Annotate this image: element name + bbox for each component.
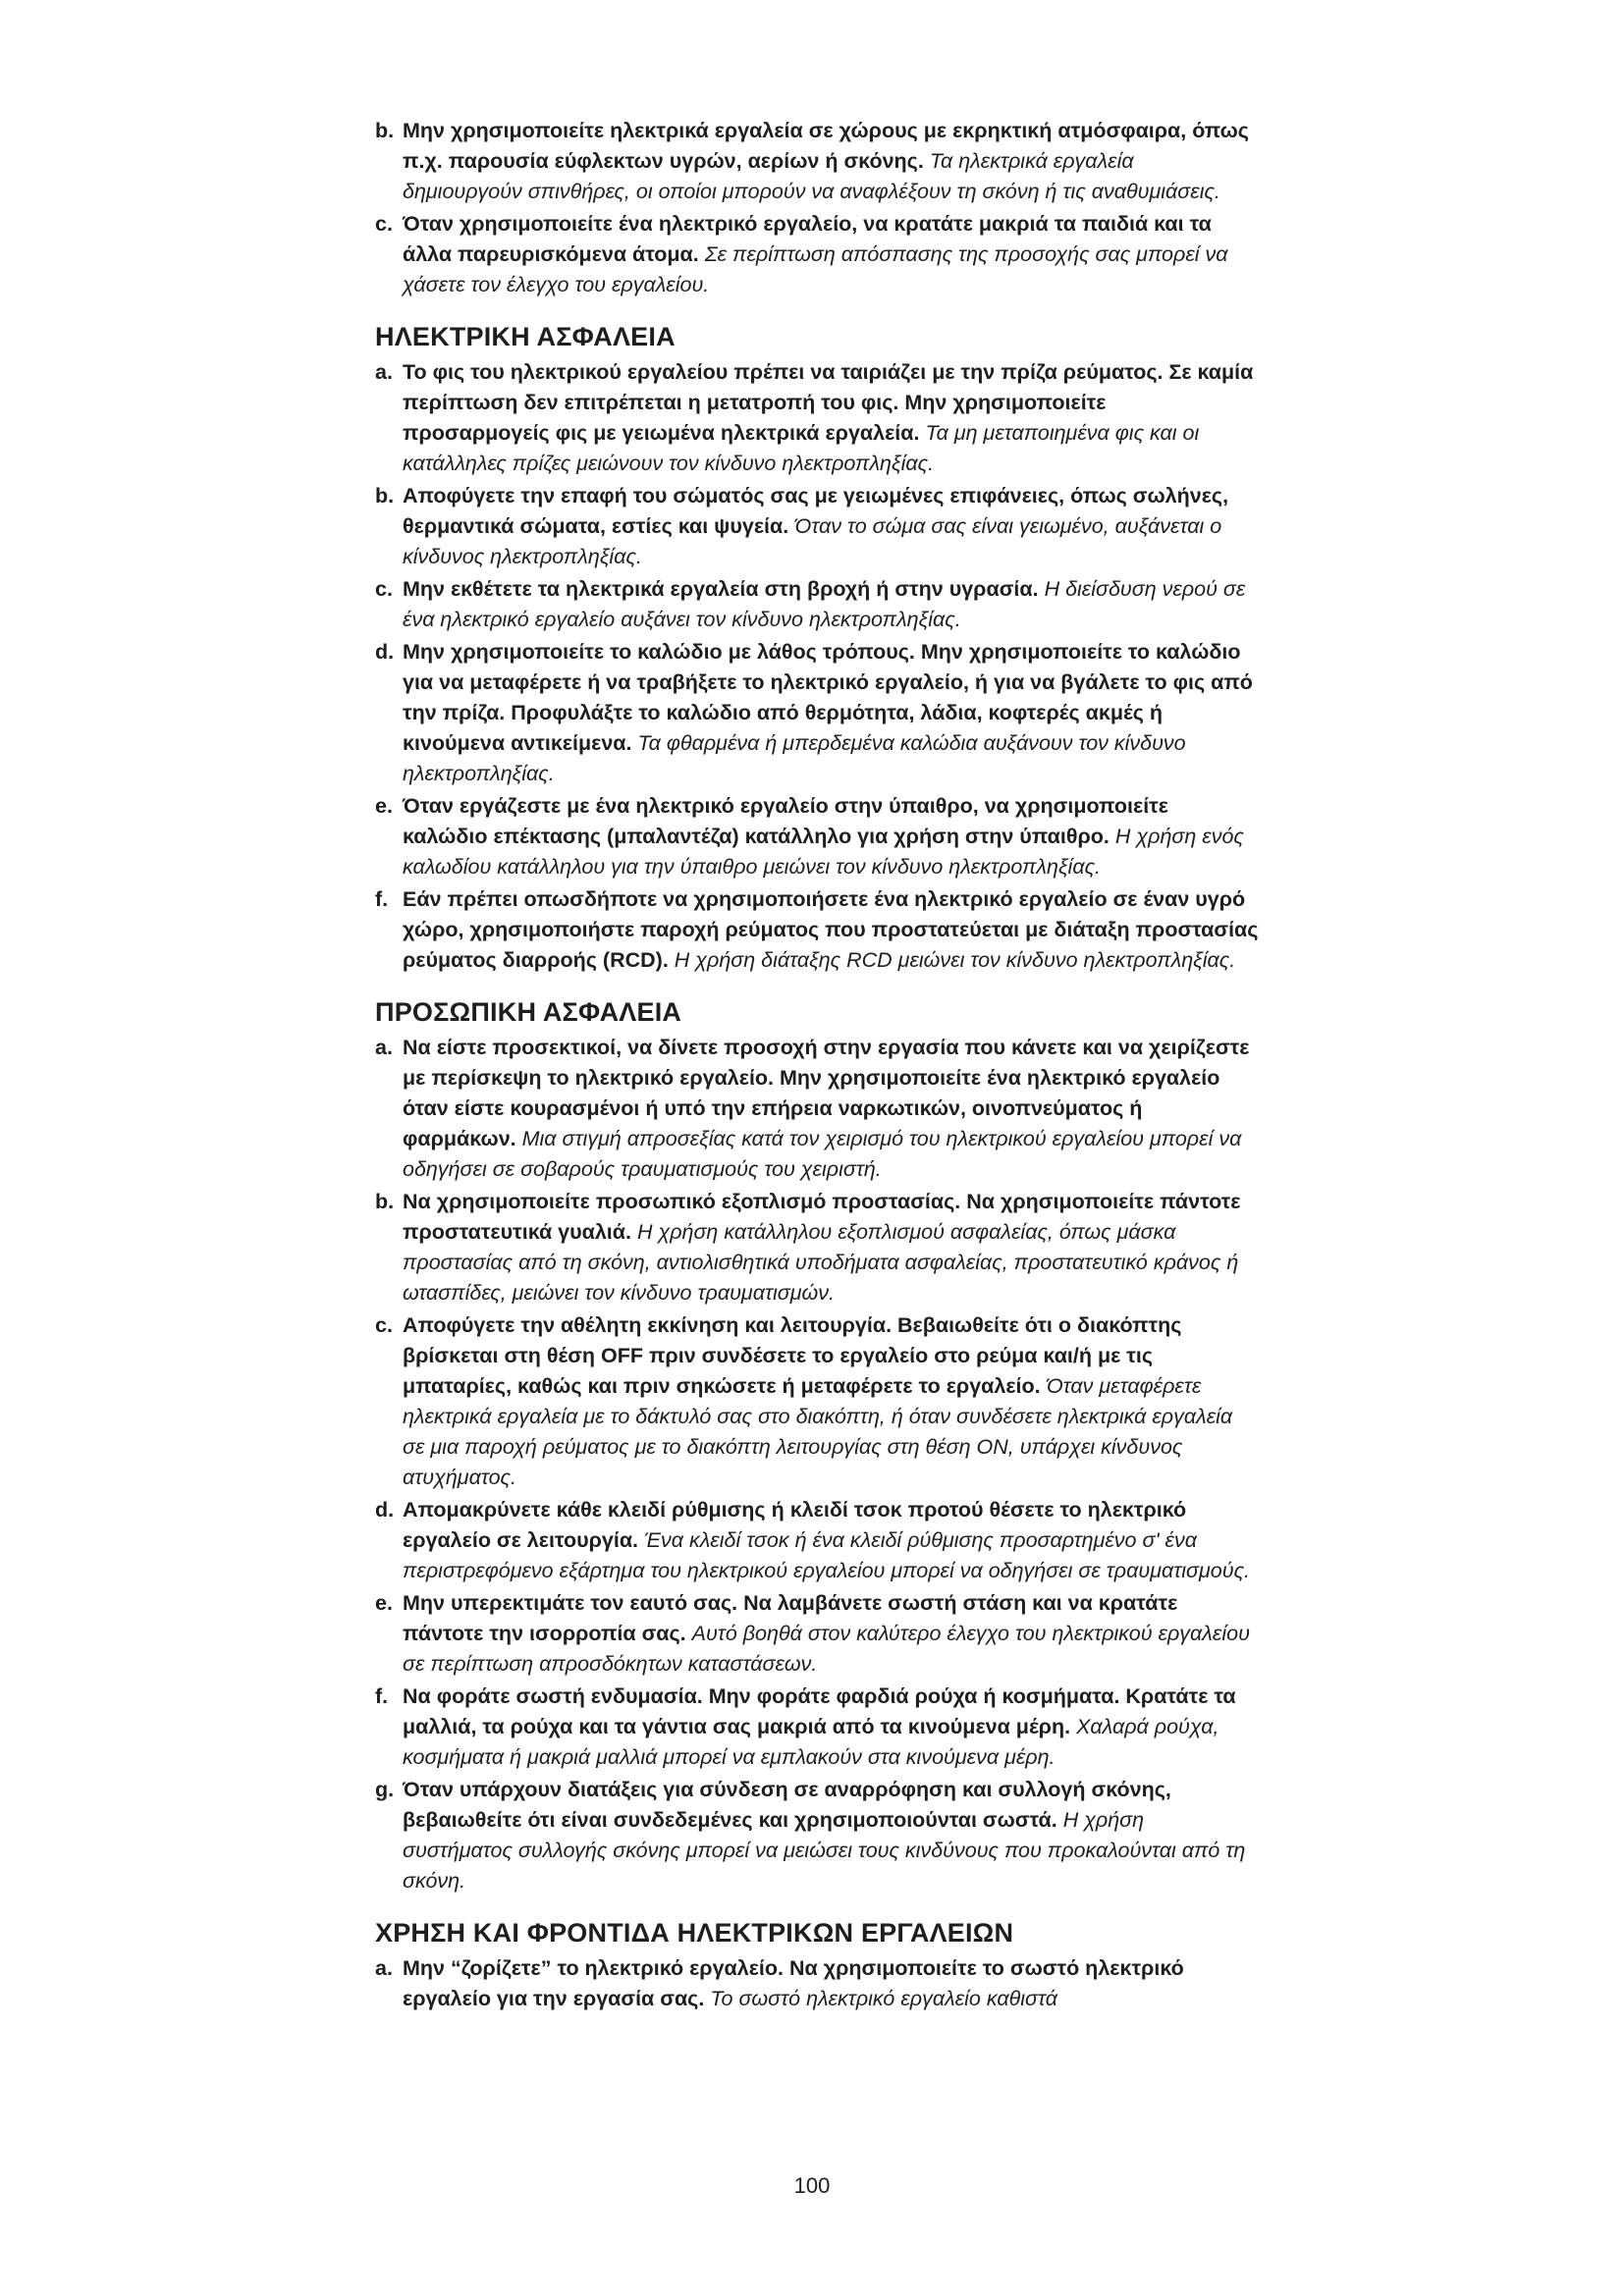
list-item	[375, 1588, 1259, 1680]
item-body	[403, 794, 1244, 879]
item-explanation: Η χρήση ενός καλωδίου κατάλληλου για την ύπαιθρο μειώνει τον κίνδυνο ηλεκτροπληξίας.	[403, 825, 1244, 879]
item-letter: a.	[375, 1956, 393, 1980]
item-instruction: Μην υπερεκτιμάτε τον εαυτό σας. Να λαμβάνετε σωστή στάση και να κρατάτε πάντοτε την ισορροπία σας.	[403, 1591, 1178, 1645]
usage-list	[375, 1953, 1259, 2014]
item-explanation: Σε περίπτωση απόσπασης της προσοχής σας μπορεί να χάσετε τον έλεγχο του εργαλείου.	[403, 242, 1228, 296]
list-item	[375, 1310, 1259, 1493]
item-body	[403, 1778, 1245, 1893]
item-explanation: Μια στιγμή απροσεξίας κατά τον χειρισμό του ηλεκτρικού εργαλείου μπορεί να οδηγήσει σε σοβαρούς τραυματισμούς του χειριστή.	[403, 1127, 1242, 1181]
item-body	[403, 577, 1245, 631]
list-item	[375, 637, 1259, 789]
item-explanation: Η διείσδυση νερού σε ένα ηλεκτρικό εργαλείο αυξάνει τον κίνδυνο ηλεκτροπληξίας.	[403, 577, 1246, 631]
item-instruction: Αποφύγετε την επαφή του σώματός σας με γειωμένες επιφάνειες, όπως σωλήνες, θερμαντικά σώματα, εστίες και ψυγεία.	[403, 484, 1229, 538]
list-item	[375, 1187, 1259, 1308]
list-item	[375, 574, 1259, 635]
item-body	[403, 1190, 1240, 1305]
list-item	[375, 209, 1259, 300]
item-explanation: Τα ηλεκτρικά εργαλεία δημιουργούν σπινθήρες, οι οποίοι μπορούν να αναφλέξουν τη σκόνη ή τις αναθυμιάσεις.	[403, 149, 1220, 203]
item-instruction: Απομακρύνετε κάθε κλειδί ρύθμισης ή κλειδί τσοκ προτού θέσετε το ηλεκτρικό εργαλείο σε λειτουργία.	[403, 1498, 1187, 1552]
list-item	[375, 1682, 1259, 1773]
item-explanation: Ένα κλειδί τσοκ ή ένα κλειδί ρύθμισης προσαρτημένο σ' ένα περιστρεφόμενο εξάρτημα του ηλεκτρικού εργαλείου μπορεί να οδηγήσει σε τραυματισμούς.	[403, 1528, 1251, 1582]
item-letter: f.	[375, 887, 389, 911]
item-instruction: Να είστε προσεκτικοί, να δίνετε προσοχή στην εργασία που κάνετε και να χειρίζεστε με περίσκεψη το ηλεκτρικό εργαλείο. Μην χρησιμοποιείτε ένα ηλεκτρικό εργαλείο όταν είστε κουρασμένοι ή υπό την επήρεια ναρκωτικών, οινοπνεύματος ή φαρμάκων.	[403, 1036, 1250, 1150]
item-letter: b.	[375, 484, 395, 507]
section-title: ΠΡΟΣΩΠΙΚΗ ΑΣΦΑΛΕΙΑ	[375, 997, 682, 1027]
list-item	[375, 357, 1259, 479]
item-body	[403, 887, 1258, 972]
item-instruction: Μην χρησιμοποιείτε το καλώδιο με λάθος τρόπους. Μην χρησιμοποιείτε το καλώδιο για να μεταφέρετε ή να τραβήξετε το ηλεκτρικό εργαλείο, ή για να βγάλετε το φις από την πρίζα. Προφυλάξτε το καλώδιο από θερμότητα, λάδια, κοφτερές ακμές ή κινούμενα αντικείμενα.	[403, 640, 1253, 755]
item-letter: d.	[375, 640, 395, 664]
item-letter: b.	[375, 119, 395, 142]
personal-list	[375, 1033, 1259, 1896]
list-item	[375, 791, 1259, 882]
list-item	[375, 1033, 1259, 1185]
item-explanation: Το σωστό ηλεκτρικό εργαλείο καθιστά	[710, 1987, 1058, 2010]
item-explanation: Όταν μεταφέρετε ηλεκτρικά εργαλεία με το δάκτυλό σας στο διακόπτη, ή όταν συνδέσετε ηλεκτρικά εργαλεία σε μια παροχή ρεύματος με το διακόπτη λειτουργίας στη θέση ON, υπάρχει κίνδυνος ατυχήματος.	[403, 1374, 1233, 1489]
item-instruction: Το φις του ηλεκτρικού εργαλείου πρέπει να ταιριάζει με την πρίζα ρεύματος. Σε καμία περίπτωση δεν επιτρέπεται η μετατροπή του φις. Μην χρησιμοποιείτε προσαρμογείς φις με γειωμένα ηλεκτρικά εργαλεία.	[403, 360, 1254, 445]
item-body	[403, 119, 1249, 203]
electrical-list	[375, 357, 1259, 976]
page-number: 100	[793, 2173, 831, 2198]
item-explanation: Αυτό βοηθά στον καλύτερο έλεγχο του ηλεκτρικού εργαλείου σε περίπτωση απροσδόκητων καταστάσεων.	[403, 1622, 1250, 1676]
item-explanation: Η χρήση κατάλληλου εξοπλισμού ασφαλείας, όπως μάσκα προστασίας από τη σκόνη, αντιολισθητικά υποδήματα ασφαλείας, προστατευτικό κράνος ή ωτασπίδες, μειώνει τον κίνδυνο τραυματισμών.	[403, 1220, 1239, 1305]
item-letter: f.	[375, 1684, 389, 1708]
item-body	[403, 1591, 1250, 1676]
item-letter: b.	[375, 1190, 395, 1213]
section-electrical-safety	[375, 322, 1259, 976]
item-instruction: Μην χρησιμοποιείτε ηλεκτρικά εργαλεία σε χώρους με εκρηκτική ατμόσφαιρα, όπως π.χ. παρουσία εύφλεκτων υγρών, αερίων ή σκόνης.	[403, 119, 1249, 173]
item-explanation: Τα μη μεταποιημένα φις και οι κατάλληλες πρίζες μειώνουν τον κίνδυνο ηλεκτροπληξίας.	[403, 421, 1200, 475]
item-explanation: Χαλαρά ρούχα, κοσμήματα ή μακριά μαλλιά μπορεί να εμπλακούν στα κινούμενα μέρη.	[403, 1715, 1219, 1769]
section-tool-use-care	[375, 1918, 1259, 2014]
item-body	[403, 640, 1253, 785]
item-explanation: Η χρήση συστήματος συλλογής σκόνης μπορεί να μειώσει τους κινδύνους που προκαλούνται από τη σκόνη.	[403, 1808, 1246, 1893]
item-letter: c.	[375, 212, 393, 236]
item-letter: a.	[375, 360, 393, 384]
item-instruction: Εάν πρέπει οπωσδήποτε να χρησιμοποιήσετε ένα ηλεκτρικό εργαλείο σε έναν υγρό χώρο, χρησιμοποιήστε παροχή ρεύματος που προστατεύεται με διάταξη προστασίας ρεύματος διαρροής (RCD).	[403, 887, 1259, 972]
section-title: ΗΛΕΚΤΡΙΚΗ ΑΣΦΑΛΕΙΑ	[375, 322, 676, 351]
item-letter: e.	[375, 794, 393, 818]
item-letter: g.	[375, 1778, 395, 1801]
section-intro	[375, 116, 1259, 300]
item-explanation: Τα φθαρμένα ή μπερδεμένα καλώδια αυξάνουν τον κίνδυνο ηλεκτροπληξίας.	[403, 731, 1186, 785]
item-body	[403, 484, 1228, 568]
item-instruction: Αποφύγετε την αθέλητη εκκίνηση και λειτουργία. Βεβαιωθείτε ότι ο διακόπτης βρίσκεται στη θέση OFF πριν συνδέσετε το εργαλείο στο ρεύμα και/ή με τις μπαταρίες, καθώς και πριν σηκώσετε ή μεταφέρετε το εργαλείο.	[403, 1313, 1182, 1398]
page-content	[375, 116, 1259, 2036]
item-explanation: Η χρήση διάταξης RCD μειώνει τον κίνδυνο ηλεκτροπληξίας.	[674, 948, 1236, 972]
item-body	[403, 1313, 1232, 1489]
list-item	[375, 116, 1259, 207]
section-personal-safety	[375, 997, 1259, 1896]
item-letter: c.	[375, 577, 393, 601]
item-body	[403, 1036, 1249, 1181]
section-title: ΧΡΗΣΗ ΚΑΙ ΦΡΟΝΤΙΔΑ ΗΛΕΚΤΡΙΚΩΝ ΕΡΓΑΛΕΙΩΝ	[375, 1918, 1014, 1948]
item-body	[403, 212, 1228, 296]
item-body	[403, 1498, 1250, 1582]
item-instruction: Μην “ζορίζετε” το ηλεκτρικό εργαλείο. Να χρησιμοποιείτε το σωστό ηλεκτρικό εργαλείο για την εργασία σας.	[403, 1956, 1184, 2010]
item-instruction: Να χρησιμοποιείτε προσωπικό εξοπλισμό προστασίας. Να χρησιμοποιείτε πάντοτε προστατευτικά γυαλιά.	[403, 1190, 1241, 1244]
item-body	[403, 360, 1253, 475]
item-letter: a.	[375, 1036, 393, 1059]
list-item	[375, 1775, 1259, 1896]
item-instruction: Να φοράτε σωστή ενδυμασία. Μην φοράτε φαρδιά ρούχα ή κοσμήματα. Κρατάτε τα μαλλιά, τα ρούχα και τα γάντια σας μακριά από τα κινούμενα μέρη.	[403, 1684, 1236, 1738]
item-body	[403, 1956, 1184, 2010]
list-item	[375, 1953, 1259, 2014]
item-body	[403, 1684, 1236, 1769]
list-item	[375, 1495, 1259, 1586]
intro-list	[375, 116, 1259, 300]
item-instruction: Όταν υπάρχουν διατάξεις για σύνδεση σε αναρρόφηση και συλλογή σκόνης, βεβαιωθείτε ότι είναι συνδεδεμένες και χρησιμοποιούνται σωστά.	[403, 1778, 1171, 1832]
item-instruction: Μην εκθέτετε τα ηλεκτρικά εργαλεία στη βροχή ή στην υγρασία.	[403, 577, 1039, 601]
item-letter: e.	[375, 1591, 393, 1615]
item-instruction: Όταν εργάζεστε με ένα ηλεκτρικό εργαλείο στην ύπαιθρο, να χρησιμοποιείτε καλώδιο επέκτασης (μπαλαντέζα) κατάλληλο για χρήση στην ύπαιθρο.	[403, 794, 1168, 848]
item-letter: d.	[375, 1498, 395, 1522]
item-instruction: Όταν χρησιμοποιείτε ένα ηλεκτρικό εργαλείο, να κρατάτε μακριά τα παιδιά και τα άλλα παρευρισκόμενα άτομα.	[403, 212, 1212, 266]
item-letter: c.	[375, 1313, 393, 1337]
list-item	[375, 481, 1259, 572]
item-explanation: Όταν το σώμα σας είναι γειωμένο, αυξάνεται ο κίνδυνος ηλεκτροπληξίας.	[403, 514, 1222, 568]
list-item	[375, 884, 1259, 976]
